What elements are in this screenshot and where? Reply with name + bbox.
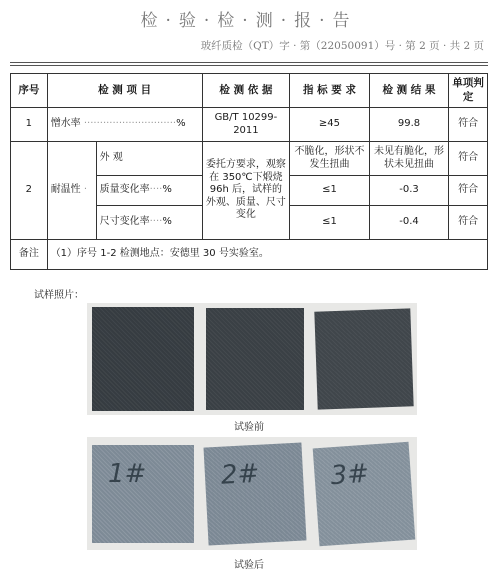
row2b-verdict: 符合 [449, 176, 488, 206]
header-result: 检 测 结 果 [369, 74, 449, 108]
row1-result: 99.8 [369, 108, 449, 142]
row2-basis: 委托方要求，观察在 350℃下煅烧 96h 后，试样的外观、质量、尺寸变化 [202, 142, 290, 240]
sample-swatch [204, 442, 307, 545]
sample-swatch [92, 445, 194, 543]
table-row [11, 142, 488, 176]
row1-requirement: ≥45 [290, 108, 370, 142]
sample-swatch [313, 441, 416, 545]
table-row [11, 240, 488, 270]
row2b-result: -0.3 [369, 176, 449, 206]
sample-swatch [92, 307, 194, 411]
row1-basis: GB/T 10299-2011 [202, 108, 290, 142]
row1-item-cell [47, 108, 202, 142]
note-label: 备注 [11, 240, 48, 270]
report-title: 检·验·检·测·报·告 [140, 11, 358, 31]
row2a-verdict: 符合 [449, 142, 488, 176]
sample-mark: 2# [220, 458, 261, 491]
row2b-item-cell [96, 176, 202, 206]
table-row [11, 108, 488, 142]
caption-after: 试验后 [234, 560, 264, 571]
header-rule-2 [10, 65, 488, 66]
sample-swatch [206, 308, 304, 410]
report-number: 玻纤质检（QT）字 · 第（22050091）号 · 第 2 页 · 共 2 页 [200, 40, 484, 52]
row1-unit: % [176, 118, 186, 130]
row2-no: 2 [11, 142, 48, 240]
note-text: （1）序号 1-2 检测地点：安德里 30 号实验室。 [47, 240, 487, 270]
photo-after [87, 437, 417, 550]
photos-label: 试样照片： [34, 290, 84, 301]
row2c-verdict: 符合 [449, 206, 488, 240]
header-item: 检 测 项 目 [47, 74, 202, 108]
leader-dots: ···· [149, 184, 163, 196]
header-rule [10, 62, 488, 63]
leader-dots: ···· [149, 216, 163, 228]
header-basis: 检 测 依 据 [202, 74, 290, 108]
row1-item: 憎水率 [50, 118, 81, 130]
row2-item: 耐温性 [50, 184, 81, 196]
row2a-result: 未见有脆化，形状未见扭曲 [369, 142, 449, 176]
header-requirement: 指 标 要 求 [290, 74, 370, 108]
row2c-item: 尺寸变化率 [99, 216, 150, 228]
row2c-result: -0.4 [369, 206, 449, 240]
row1-no: 1 [11, 108, 48, 142]
table-header-row [11, 74, 488, 108]
row2c-item-cell [96, 206, 202, 240]
header-no: 序号 [11, 74, 48, 108]
row2b-unit: % [162, 184, 172, 196]
results-table [10, 73, 488, 270]
sample-mark: 3# [329, 458, 370, 491]
row2b-item: 质量变化率 [99, 184, 150, 196]
sample-mark: 1# [108, 458, 147, 489]
row2-item-cell [47, 142, 96, 240]
row2a-item-cell [96, 142, 202, 176]
leader-dots: ····························· [80, 118, 177, 130]
photo-before [87, 303, 417, 415]
sample-swatch [314, 308, 413, 409]
row2b-requirement: ≤1 [290, 176, 370, 206]
row2a-requirement: 不脆化，形状不发生扭曲 [290, 142, 370, 176]
row1-verdict: 符合 [449, 108, 488, 142]
row2c-unit: % [162, 216, 172, 228]
row2c-requirement: ≤1 [290, 206, 370, 240]
header-verdict: 单项判定 [449, 74, 488, 108]
row2a-item: 外 观 [99, 152, 123, 164]
leader-dots: · [80, 184, 88, 196]
caption-before: 试验前 [234, 422, 264, 433]
